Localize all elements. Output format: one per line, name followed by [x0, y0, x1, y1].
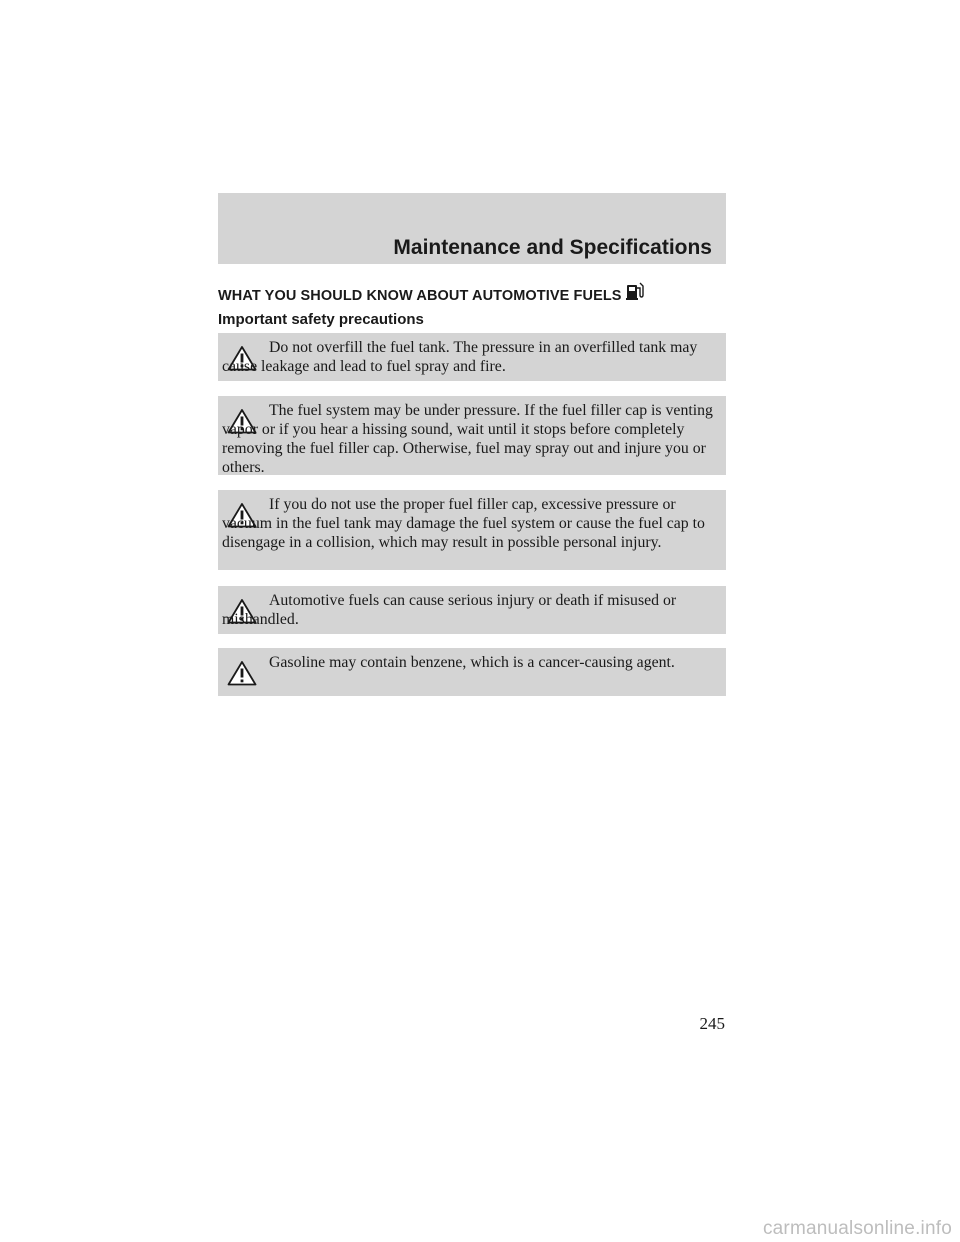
warning-text: If you do not use the proper fuel filler cap, excessive pressure or vacuum in the fuel tank may damage the fuel system or cause the fuel cap to disengage in a collision, which may result in possible personal injury. [222, 496, 705, 551]
warning-box [218, 648, 726, 696]
page-title: Maintenance and Specifications [393, 236, 712, 259]
subheading: Important safety precautions [218, 311, 424, 328]
warning-box [218, 586, 726, 634]
warning-text: Do not overfill the fuel tank. The pressure in an overfilled tank may cause leakage and lead to fuel spray and fire. [222, 339, 698, 375]
warning-box [218, 333, 726, 381]
warning-text: Automotive fuels can cause serious injury or death if misused or mishandled. [222, 592, 677, 628]
warning-text: Gasoline may contain benzene, which is a cancer-causing agent. [269, 654, 675, 671]
header-band [218, 193, 726, 264]
warning-box [218, 490, 726, 570]
page-number: 245 [699, 1014, 725, 1033]
section-heading [218, 280, 644, 304]
warning-box [218, 396, 726, 475]
warning-text: The fuel system may be under pressure. If the fuel filler cap is venting vapor or if you hear a hissing sound, wait until it stops before completely removing the fuel filler cap. Otherwise, fuel may spray out and injure you or others. [222, 402, 713, 476]
fuel-pump-icon [626, 280, 644, 304]
watermark: carmanualsonline.info [762, 1218, 952, 1239]
section-heading-text: WHAT YOU SHOULD KNOW ABOUT AUTOMOTIVE FUELS [218, 288, 622, 304]
